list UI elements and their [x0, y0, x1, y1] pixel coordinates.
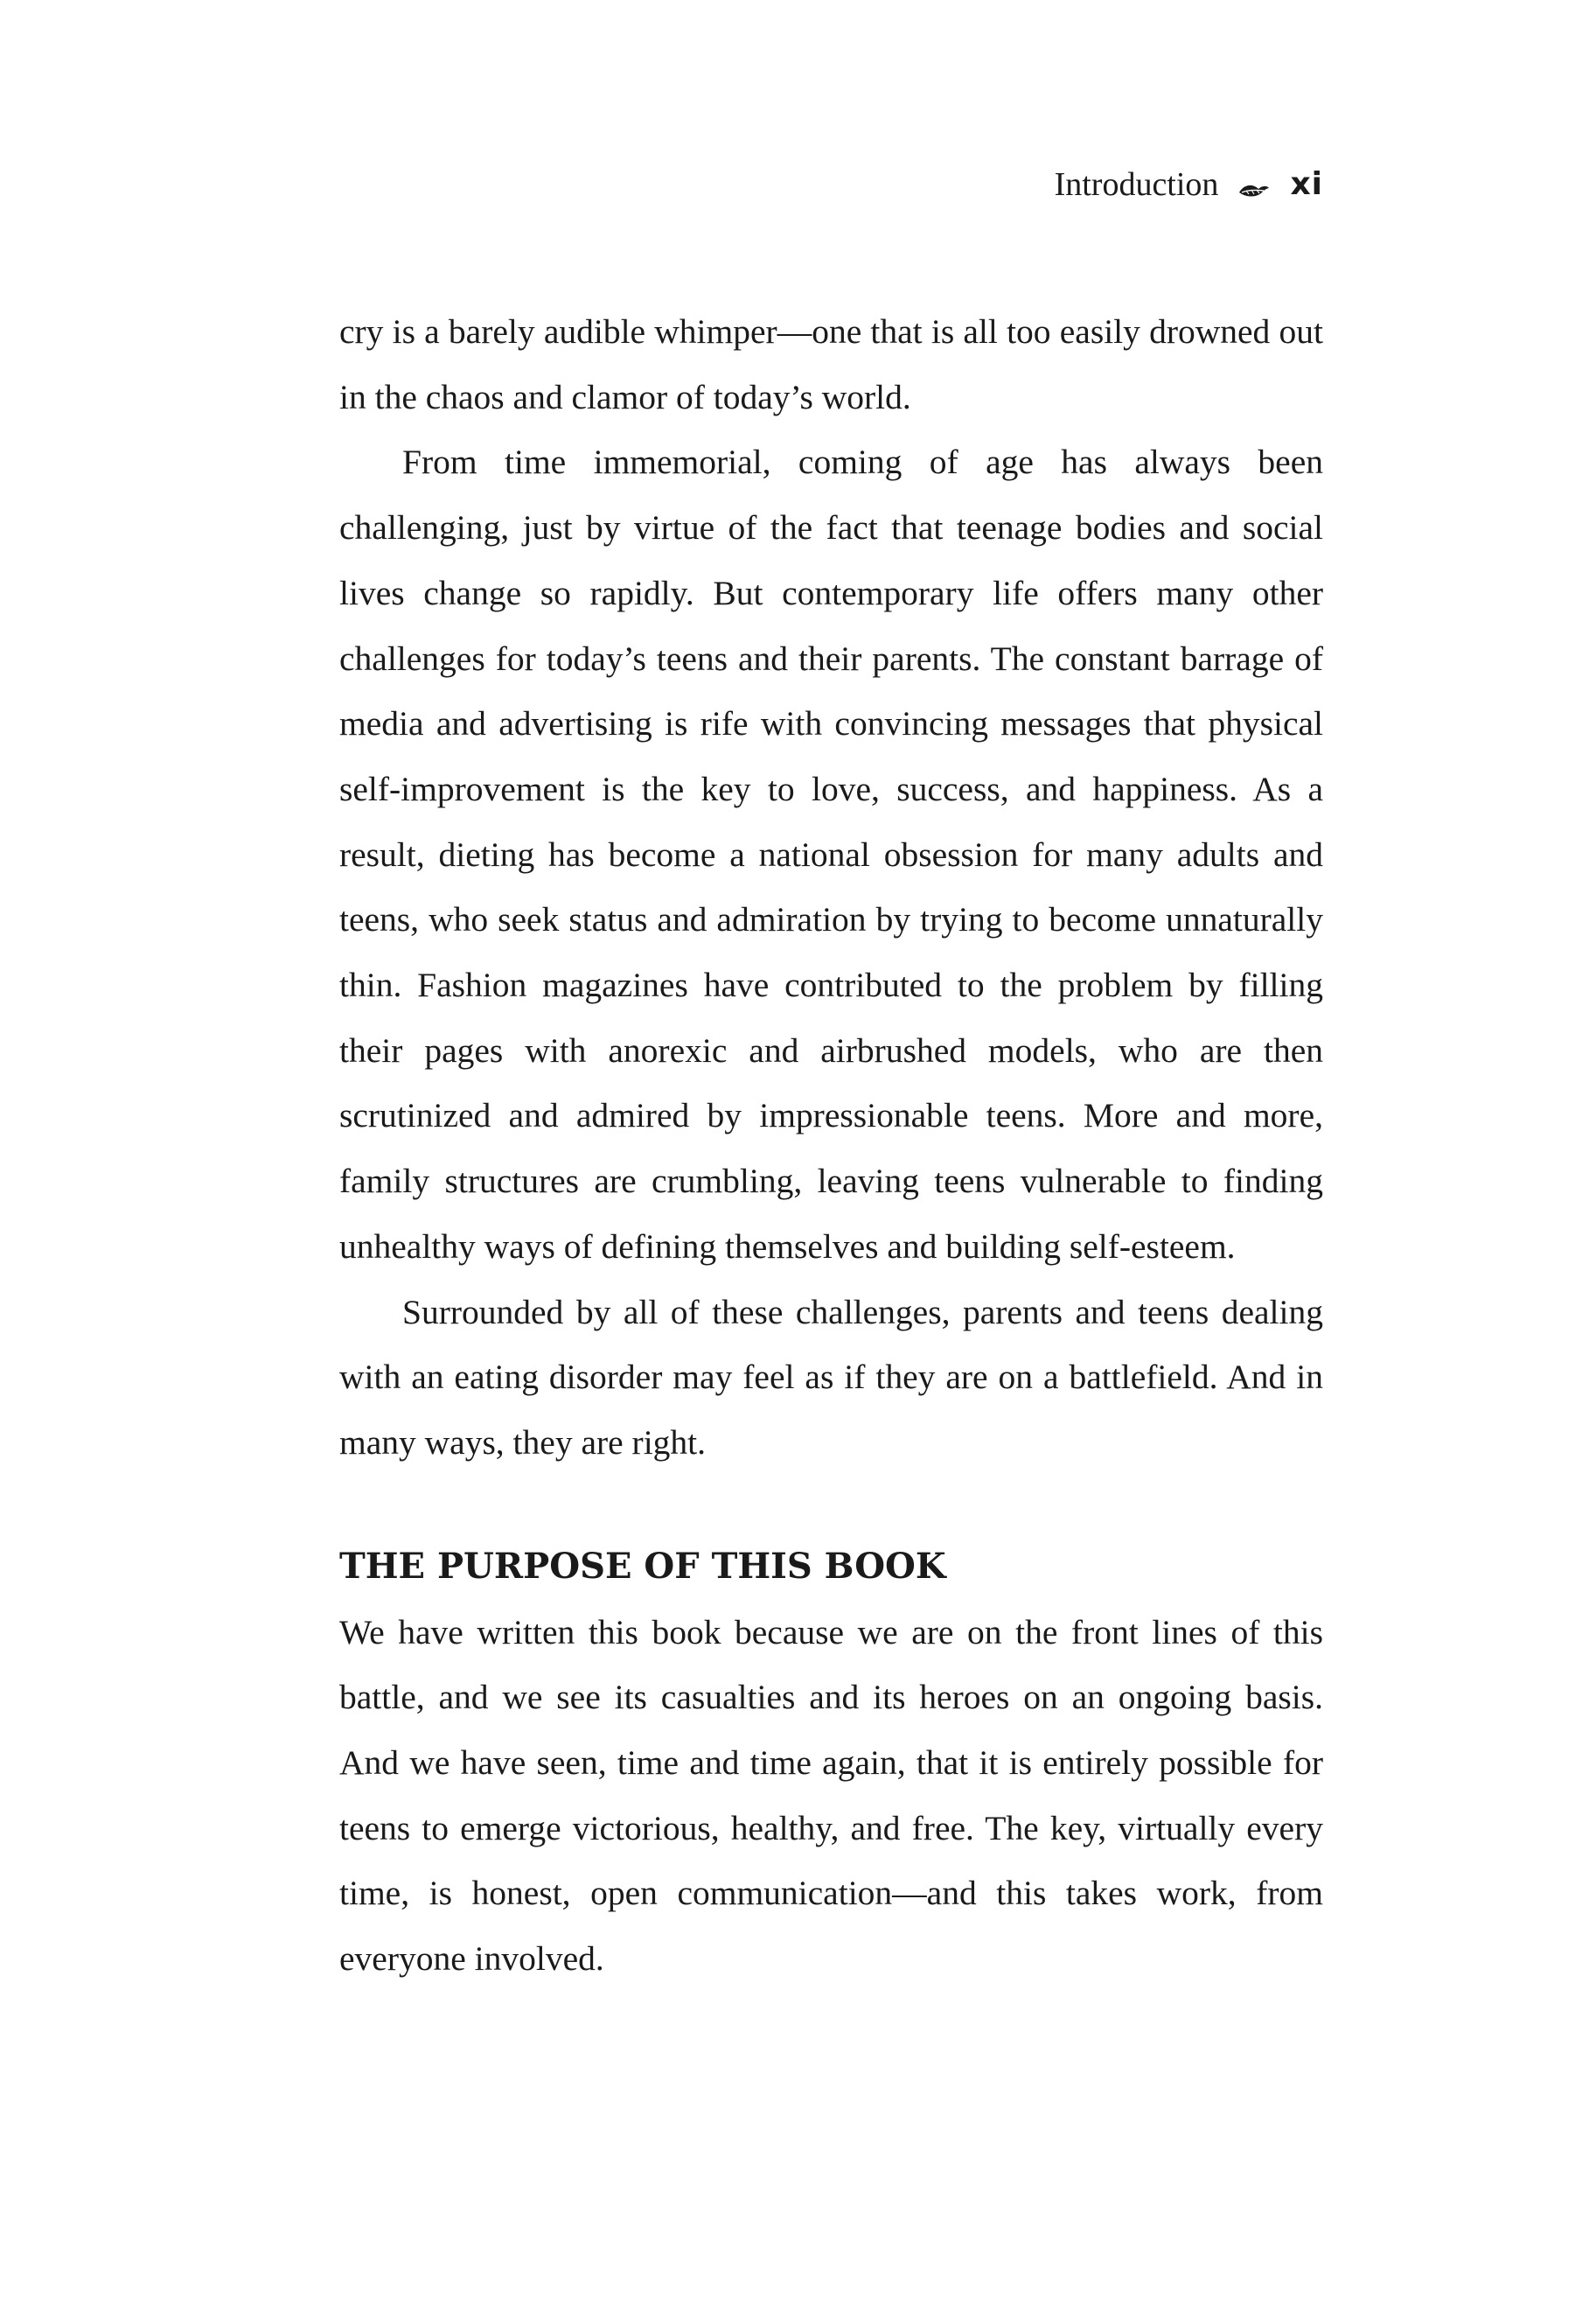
body-paragraph-continued: cry is a barely audible whimper—one that is all too easily drowned out in the chaos and clamor of today’s world. — [339, 312, 1323, 416]
running-head — [1055, 168, 1323, 201]
page-number: xi — [1290, 166, 1323, 202]
running-head-section-title: Introduction — [1054, 166, 1219, 203]
leaf-ornament-icon — [1237, 174, 1271, 195]
page-body — [339, 299, 1323, 1992]
section-heading: THE PURPOSE OF THIS BOOK — [339, 1545, 946, 1587]
body-paragraph: Surrounded by all of these challenges, parents and teens dealing with an eating disorder may feel as if they are on a battlefield. And in many ways, they are right. — [339, 1292, 1323, 1462]
body-paragraph: From time immemorial, coming of age has always been challenging, just by virtue of the fact that teenage bodies and social lives change so rapidly. But contemporary life offers many other challenges for today’s teens and their parents. The constant barrage of media and advertising is rife with convincing messages that physical self-improvement is the key to love, success, and happiness. As a result, dieting has become a national obsession for many adults and teens, who seek status and admiration by trying to become unnaturally thin. Fashion magazines have contributed to the problem by filling their pages with anorexic and airbrushed models, who are then scrutinized and admired by impressionable teens. More and more, family structures are crumbling, leaving teens vulnerable to finding unhealthy ways of defining themselves and building self-esteem. — [339, 443, 1323, 1266]
section-paragraph: We have written this book because we are on the front lines of this battle, and we see its casualties and its heroes on an ongoing basis. And we have seen, time and time again, that it is entirely possible for teens to emerge victorious, healthy, and free. The key, virtually every time, is honest, open communication—and this takes work, from everyone involved. — [339, 1612, 1323, 1979]
